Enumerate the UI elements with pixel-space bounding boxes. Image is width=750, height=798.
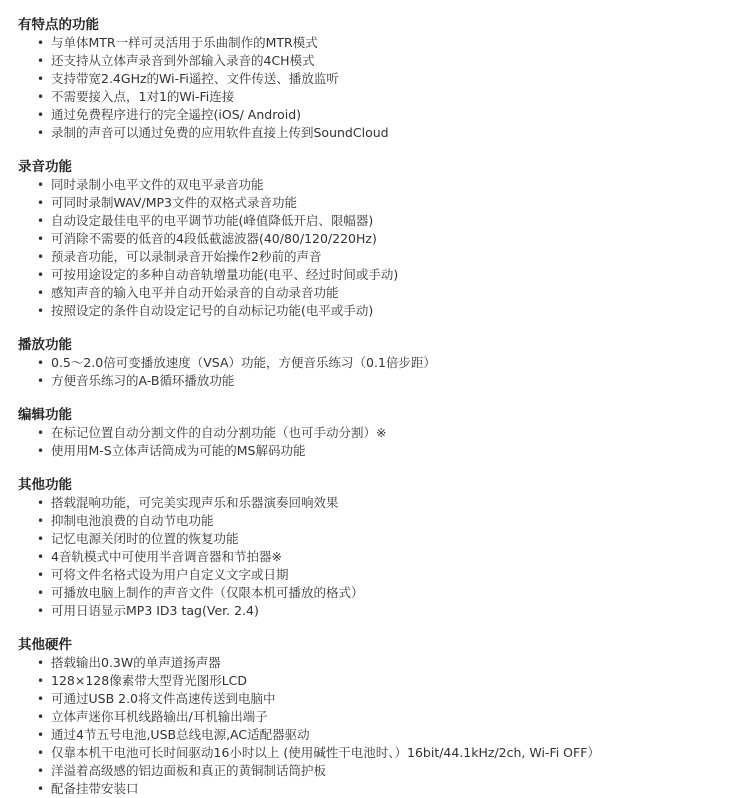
feature-list-item (18, 230, 750, 248)
bullet-icon: • (37, 54, 45, 68)
section-heading: 播放功能 (18, 337, 72, 353)
bullet-icon: • (37, 72, 45, 86)
bullet-icon: • (37, 90, 45, 104)
feature-list-item (18, 744, 750, 762)
feature-list-item (18, 602, 750, 620)
feature-list-item (18, 530, 750, 548)
feature-list-item (18, 726, 750, 744)
feature-list-item (18, 194, 750, 212)
feature-list-item (18, 494, 750, 512)
feature-text: 抑制电池浪费的自动节电功能 (51, 513, 214, 528)
feature-section (18, 337, 750, 390)
feature-list-item (18, 124, 750, 142)
feature-text: 搭载混响功能，可完美实现声乐和乐器演奏回响效果 (51, 495, 339, 510)
feature-text: 同时录制小电平文件的双电平录音功能 (51, 177, 264, 192)
feature-list-item (18, 52, 750, 70)
feature-list-item (18, 212, 750, 230)
feature-list-item (18, 88, 750, 106)
feature-text: 可播放电脑上制作的声音文件（仅限本机可播放的格式） (51, 585, 364, 600)
feature-list-item (18, 354, 750, 372)
feature-text: 配备挂带安装口 (51, 781, 139, 796)
bullet-icon: • (37, 550, 45, 564)
feature-list-item (18, 266, 750, 284)
feature-text: 录制的声音可以通过免费的应用软件直接上传到SoundCloud (51, 125, 389, 140)
feature-text: 使用用M-S立体声话筒成为可能的MS解码功能 (51, 443, 306, 458)
bullet-icon: • (37, 764, 45, 778)
bullet-icon: • (37, 232, 45, 246)
feature-text: 可消除不需要的低音的4段低截滤波器(40/80/120/220Hz) (51, 231, 377, 246)
feature-text: 4音轨模式中可使用半音调音器和节拍器※ (51, 549, 282, 564)
feature-list-item (18, 106, 750, 124)
feature-text: 感知声音的输入电平并自动开始录音的自动录音功能 (51, 285, 339, 300)
feature-list (18, 654, 750, 798)
feature-section (18, 407, 750, 460)
feature-list-item (18, 248, 750, 266)
bullet-icon: • (37, 746, 45, 760)
feature-list-item (18, 672, 750, 690)
feature-list-item (18, 762, 750, 780)
bullet-icon: • (37, 250, 45, 264)
feature-text: 搭载输出0.3W的单声道扬声器 (51, 655, 221, 670)
feature-list (18, 34, 750, 142)
feature-list-item (18, 372, 750, 390)
section-heading: 其他功能 (18, 477, 72, 493)
bullet-icon: • (37, 710, 45, 724)
feature-text: 立体声迷你耳机线路输出/耳机输出端子 (51, 709, 268, 724)
feature-list-item (18, 424, 750, 442)
bullet-icon: • (37, 728, 45, 742)
feature-text: 支持带宽2.4GHz的Wi-Fi遥控、文件传送、播放监听 (51, 71, 339, 86)
feature-text: 通过4节五号电池,USB总线电源,AC适配器驱动 (51, 727, 310, 742)
feature-text: 可将文件名格式设为用户自定义文字或日期 (51, 567, 289, 582)
feature-text: 可通过USB 2.0将文件高速传送到电脑中 (51, 691, 276, 706)
feature-list (18, 354, 750, 390)
bullet-icon: • (37, 196, 45, 210)
feature-text: 自动设定最佳电平的电平调节功能(峰值降低开启、限幅器) (51, 213, 374, 228)
feature-list-item (18, 654, 750, 672)
bullet-icon: • (37, 656, 45, 670)
feature-text: 128×128像素带大型背光图形LCD (51, 673, 248, 688)
feature-section (18, 477, 750, 620)
section-heading: 编辑功能 (18, 407, 72, 423)
feature-text: 可用日语显示MP3 ID3 tag(Ver. 2.4) (51, 603, 259, 618)
bullet-icon: • (37, 674, 45, 688)
feature-list-item (18, 708, 750, 726)
feature-text: 方便音乐练习的A-B循环播放功能 (51, 373, 235, 388)
section-heading: 录音功能 (18, 159, 72, 175)
feature-text: 在标记位置自动分割文件的自动分割功能（也可手动分割）※ (51, 425, 387, 440)
feature-list-item (18, 780, 750, 798)
feature-list-item (18, 690, 750, 708)
feature-list-item (18, 302, 750, 320)
feature-text: 洋溢着高级感的铝边面板和真正的黄铜制话筒护板 (51, 763, 327, 778)
feature-text: 还支持从立体声录音到外部输入录音的4CH模式 (51, 53, 315, 68)
bullet-icon: • (37, 604, 45, 618)
feature-list-item (18, 512, 750, 530)
bullet-icon: • (37, 782, 45, 796)
feature-list-item (18, 176, 750, 194)
bullet-icon: • (37, 214, 45, 228)
bullet-icon: • (37, 178, 45, 192)
bullet-icon: • (37, 568, 45, 582)
bullet-icon: • (37, 356, 45, 370)
feature-text: 仅靠本机干电池可长时间驱动16小时以上 (使用碱性干电池时、）16bit/44.1kHz/2ch, Wi-Fi OFF） (51, 745, 600, 760)
bullet-icon: • (37, 496, 45, 510)
bullet-icon: • (37, 374, 45, 388)
feature-text: 可同时录制WAV/MP3文件的双格式录音功能 (51, 195, 297, 210)
feature-list-item (18, 284, 750, 302)
feature-section (18, 637, 750, 798)
feature-text: 0.5～2.0倍可变播放速度（VSA）功能，方便音乐练习（0.1倍步距） (51, 355, 436, 370)
bullet-icon: • (37, 426, 45, 440)
feature-text: 可按用途设定的多种自动音轨增量功能(电平、经过时间或手动) (51, 267, 399, 282)
bullet-icon: • (37, 586, 45, 600)
feature-text: 按照设定的条件自动设定记号的自动标记功能(电平或手动) (51, 303, 374, 318)
feature-text: 与单体MTR一样可灵活用于乐曲制作的MTR模式 (51, 35, 318, 50)
bullet-icon: • (37, 36, 45, 50)
bullet-icon: • (37, 268, 45, 282)
feature-text: 不需要接入点，1对1的Wi-Fi连接 (51, 89, 235, 104)
bullet-icon: • (37, 514, 45, 528)
feature-text: 通过免费程序进行的完全遥控(iOS/ Android) (51, 107, 302, 122)
feature-list-item (18, 548, 750, 566)
bullet-icon: • (37, 286, 45, 300)
feature-section (18, 159, 750, 320)
feature-list-item (18, 70, 750, 88)
feature-text: 预录音功能，可以录制录音开始操作2秒前的声音 (51, 249, 322, 264)
bullet-icon: • (37, 126, 45, 140)
bullet-icon: • (37, 532, 45, 546)
bullet-icon: • (37, 692, 45, 706)
feature-list (18, 494, 750, 620)
feature-list-item (18, 442, 750, 460)
feature-list-item (18, 566, 750, 584)
section-heading: 有特点的功能 (18, 17, 99, 33)
bullet-icon: • (37, 108, 45, 122)
feature-list-item (18, 34, 750, 52)
feature-text: 记忆电源关闭时的位置的恢复功能 (51, 531, 239, 546)
feature-list (18, 424, 750, 460)
bullet-icon: • (37, 304, 45, 318)
feature-list-item (18, 584, 750, 602)
bullet-icon: • (37, 444, 45, 458)
feature-list (18, 176, 750, 320)
section-heading: 其他硬件 (18, 637, 72, 653)
feature-section (18, 17, 750, 142)
